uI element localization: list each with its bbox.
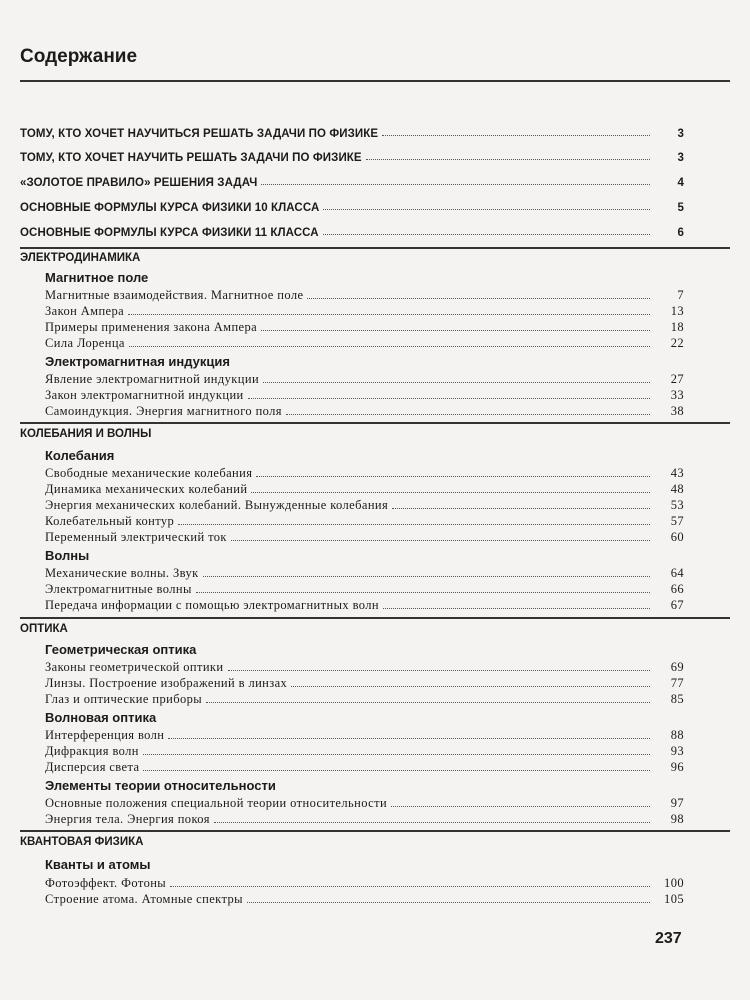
dot-leader bbox=[382, 135, 650, 136]
entry-page: 3 bbox=[677, 152, 684, 164]
toc-entry bbox=[45, 689, 684, 707]
entry-page: 64 bbox=[670, 566, 684, 580]
dot-leader bbox=[178, 524, 650, 525]
dot-leader bbox=[286, 414, 650, 415]
chapter-title: Электромагнитная индукция bbox=[45, 354, 230, 369]
section-title: ЭЛЕКТРОДИНАМИКА bbox=[20, 252, 141, 264]
entry-page: 57 bbox=[670, 514, 684, 528]
page-number: 237 bbox=[655, 930, 682, 947]
dot-leader bbox=[251, 492, 650, 493]
entry-label: Магнитные взаимодействия. Магнитное поле bbox=[45, 288, 304, 302]
chapter-title: Волновая оптика bbox=[45, 710, 157, 725]
dot-leader bbox=[128, 314, 650, 315]
dot-leader bbox=[203, 576, 650, 577]
chapter-title: Геометрическая оптика bbox=[45, 642, 197, 657]
dot-leader bbox=[143, 754, 650, 755]
section-rule bbox=[20, 422, 730, 424]
dot-leader bbox=[307, 298, 650, 299]
entry-page: 100 bbox=[664, 876, 684, 890]
entry-label: Закон Ампера bbox=[45, 304, 125, 318]
dot-leader bbox=[263, 382, 650, 383]
entry-page: 67 bbox=[670, 598, 684, 612]
entry-label: Дисперсия света bbox=[45, 760, 140, 774]
entry-label: Линзы. Построение изображений в линзах bbox=[45, 676, 288, 690]
entry-label: Законы геометрической оптики bbox=[45, 660, 224, 674]
entry-label: Энергия тела. Энергия покоя bbox=[45, 812, 210, 826]
entry-label: Переменный электрический ток bbox=[45, 530, 227, 544]
entry-label: Интерференция волн bbox=[45, 728, 165, 742]
entry-page: 4 bbox=[677, 177, 684, 189]
entry-label: Явление электромагнитной индукции bbox=[45, 372, 260, 386]
section-rule bbox=[20, 617, 730, 619]
entry-page: 66 bbox=[670, 582, 684, 596]
chapter-title: Магнитное поле bbox=[45, 270, 149, 285]
entry-label: Динамика механических колебаний bbox=[45, 482, 248, 496]
entry-page: 98 bbox=[670, 812, 684, 826]
entry-label: Электромагнитные волны bbox=[45, 582, 192, 596]
dot-leader bbox=[291, 686, 650, 687]
section-rule bbox=[20, 830, 730, 832]
section-title: КВАНТОВАЯ ФИЗИКА bbox=[20, 836, 144, 848]
entry-page: 5 bbox=[677, 202, 684, 214]
entry-label: ТОМУ, КТО ХОЧЕТ НАУЧИТЬ РЕШАТЬ ЗАДАЧИ ПО ФИЗИКЕ bbox=[20, 152, 362, 164]
entry-page: 6 bbox=[677, 227, 684, 239]
entry-label: Передача информации с помощью электромагнитных волн bbox=[45, 598, 379, 612]
entry-label: «ЗОЛОТОЕ ПРАВИЛО» РЕШЕНИЯ ЗАДАЧ bbox=[20, 177, 258, 189]
entry-page: 48 bbox=[670, 482, 684, 496]
dot-leader bbox=[231, 540, 650, 541]
entry-label: Энергия механических колебаний. Вынужденные колебания bbox=[45, 498, 389, 512]
toc-entry bbox=[45, 809, 684, 827]
dot-leader bbox=[168, 738, 650, 739]
entry-page: 85 bbox=[670, 692, 684, 706]
dot-leader bbox=[366, 159, 650, 160]
section-rule bbox=[20, 247, 730, 249]
intro-entry bbox=[20, 122, 684, 140]
dot-leader bbox=[206, 702, 650, 703]
entry-page: 105 bbox=[664, 892, 684, 906]
entry-label: Основные положения специальной теории относительности bbox=[45, 796, 388, 810]
toc-entry bbox=[45, 757, 684, 775]
entry-label: ОСНОВНЫЕ ФОРМУЛЫ КУРСА ФИЗИКИ 10 КЛАССА bbox=[20, 202, 320, 214]
dot-leader bbox=[391, 806, 650, 807]
entry-page: 60 bbox=[670, 530, 684, 544]
toc-entry bbox=[45, 333, 684, 351]
dot-leader bbox=[383, 608, 650, 609]
entry-label: Свободные механические колебания bbox=[45, 466, 253, 480]
entry-label: ОСНОВНЫЕ ФОРМУЛЫ КУРСА ФИЗИКИ 11 КЛАССА bbox=[20, 227, 319, 239]
dot-leader bbox=[247, 902, 650, 903]
entry-page: 97 bbox=[670, 796, 684, 810]
entry-page: 93 bbox=[670, 744, 684, 758]
intro-entry bbox=[20, 196, 684, 214]
entry-label: Колебательный контур bbox=[45, 514, 175, 528]
intro-entry bbox=[20, 146, 684, 164]
entry-page: 27 bbox=[670, 372, 684, 386]
dot-leader bbox=[214, 822, 650, 823]
entry-page: 3 bbox=[677, 128, 684, 140]
chapter-title: Колебания bbox=[45, 448, 115, 463]
toc-entry bbox=[45, 595, 684, 613]
entry-page: 22 bbox=[670, 336, 684, 350]
entry-label: Глаз и оптические приборы bbox=[45, 692, 203, 706]
chapter-title: Элементы теории относительности bbox=[45, 778, 276, 793]
dot-leader bbox=[323, 234, 650, 235]
chapter-title: Волны bbox=[45, 548, 90, 563]
entry-page: 18 bbox=[670, 320, 684, 334]
entry-page: 88 bbox=[670, 728, 684, 742]
entry-page: 13 bbox=[670, 304, 684, 318]
entry-label: Примеры применения закона Ампера bbox=[45, 320, 258, 334]
dot-leader bbox=[228, 670, 651, 671]
dot-leader bbox=[392, 508, 650, 509]
dot-leader bbox=[129, 346, 650, 347]
entry-page: 53 bbox=[670, 498, 684, 512]
entry-label: Сила Лоренца bbox=[45, 336, 125, 350]
dot-leader bbox=[256, 476, 650, 477]
entry-page: 43 bbox=[670, 466, 684, 480]
entry-label: Строение атома. Атомные спектры bbox=[45, 892, 243, 906]
entry-page: 96 bbox=[670, 760, 684, 774]
section-title: КОЛЕБАНИЯ И ВОЛНЫ bbox=[20, 428, 152, 440]
dot-leader bbox=[248, 398, 650, 399]
dot-leader bbox=[261, 184, 650, 185]
entry-label: Фотоэффект. Фотоны bbox=[45, 876, 167, 890]
entry-page: 77 bbox=[670, 676, 684, 690]
entry-page: 7 bbox=[677, 288, 684, 302]
top-rule bbox=[20, 80, 730, 82]
intro-entry bbox=[20, 171, 684, 189]
entry-label: Дифракция волн bbox=[45, 744, 139, 758]
entry-label: Механические волны. Звук bbox=[45, 566, 199, 580]
dot-leader bbox=[143, 770, 650, 771]
dot-leader bbox=[170, 886, 650, 887]
entry-page: 33 bbox=[670, 388, 684, 402]
section-title: ОПТИКА bbox=[20, 623, 68, 635]
page-title: Содержание bbox=[20, 46, 138, 67]
entry-label: Самоиндукция. Энергия магнитного поля bbox=[45, 404, 282, 418]
toc-entry bbox=[45, 889, 684, 907]
dot-leader bbox=[261, 330, 650, 331]
chapter-title: Кванты и атомы bbox=[45, 857, 151, 872]
toc-entry bbox=[45, 401, 684, 419]
entry-page: 69 bbox=[670, 660, 684, 674]
dot-leader bbox=[196, 592, 650, 593]
toc-entry bbox=[45, 527, 684, 545]
entry-label: Закон электромагнитной индукции bbox=[45, 388, 244, 402]
intro-entry bbox=[20, 221, 684, 239]
entry-label: ТОМУ, КТО ХОЧЕТ НАУЧИТЬСЯ РЕШАТЬ ЗАДАЧИ ПО ФИЗИКЕ bbox=[20, 128, 379, 140]
entry-page: 38 bbox=[670, 404, 684, 418]
dot-leader bbox=[323, 209, 650, 210]
